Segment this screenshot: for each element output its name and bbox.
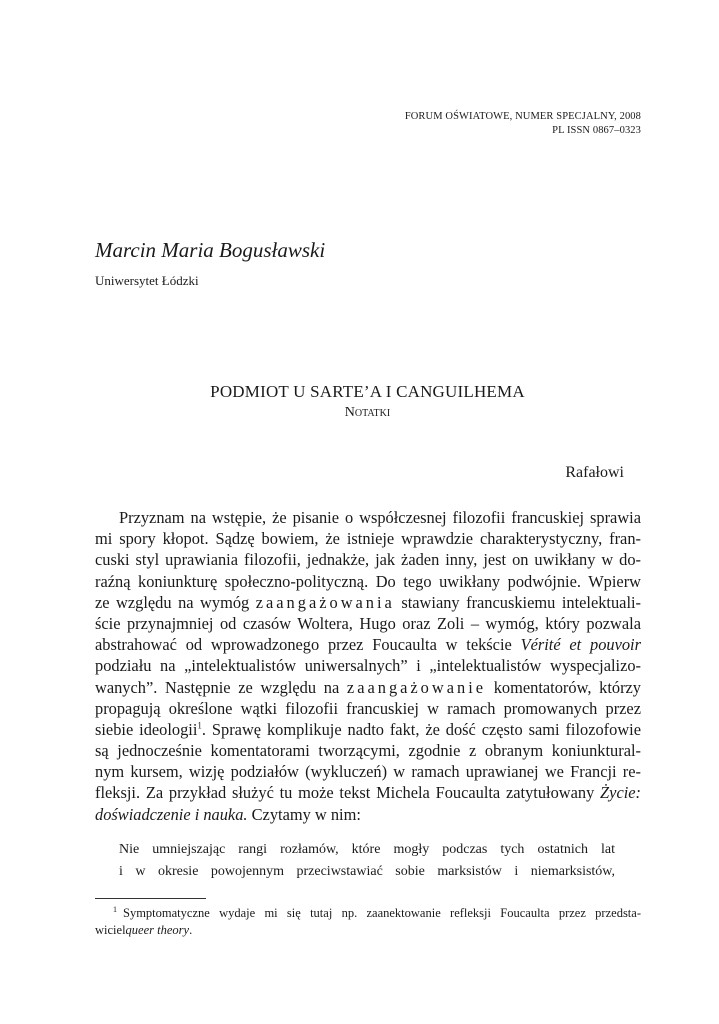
footnote-line: $^1$ Symptomatyczne wydaje mi się tutaj np. zaanektowanie refleksji Foucaulta przez przedsta- <box>113 904 641 920</box>
journal-header <box>405 110 641 138</box>
author-name: Marcin Maria Bogusławski <box>95 238 326 262</box>
italic-title: Vérité et pouvoir <box>520 635 641 655</box>
spaced-emphasis: zaangażowania <box>255 592 395 612</box>
body-line: mi spory kłopot. Sądzę bowiem, że istnieje wprawdzie charakterystyczny, fran- <box>95 529 641 549</box>
article-subtitle: Notatki <box>344 405 391 420</box>
body-line: siebie ideologii$^1$. Sprawę komplikuje nadto fakt, że dość często sami filozofowie <box>95 719 641 739</box>
spaced-emphasis: zaangażowanie <box>346 677 487 697</box>
body-line: są jednocześnie komentatorami tworzącymi, zgodnie z obranym koniunktural- <box>95 741 641 761</box>
body-line: wanych”. Następnie ze względu na zaangażowanie komentatorów, którzy <box>95 677 642 697</box>
body-line: fleksji. Za przykład służyć tu może tekst Michela Foucaulta zatytułowany Życie: <box>95 783 641 803</box>
body-line: cuski styl uprawiania filozofii, jednakże, jak żaden inny, jest on uwikłany w do- <box>95 550 641 570</box>
body-line: ze względu na wymóg zaangażowania stawiany francuskiemu intelektuali- <box>95 592 642 612</box>
footnote-number: 1 <box>113 904 117 914</box>
body-line: propagują określone wątki filozofii francuskiej w ramach promowanych przez <box>95 698 641 718</box>
body-line: abstrahować od wprowadzonego przez Foucaulta w tekście Vérité et pouvoir <box>95 635 641 655</box>
footnote-ref[interactable]: 1 <box>197 720 202 731</box>
dedication: Rafałowi <box>565 464 624 481</box>
body-line: nym kursem, wizję podziałów (wykluczeń) w ramach uprawianej we Francji re- <box>95 762 641 782</box>
body-line: doświadczenie i nauka. Czytamy w nim: <box>95 804 361 824</box>
footnote-line: wicielqueer theory. <box>95 923 193 937</box>
body-line: ście przynajmniej od czasów Woltera, Hugo oraz Zoli – wymóg, który pozwala <box>95 613 641 633</box>
quote-line: i w okresie powojennym przeciwstawiać sobie marksistów i niemarksistów, <box>119 863 615 879</box>
article-title: PODMIOT U SARTE’A I CANGUILHEMA <box>210 382 525 401</box>
footnote <box>95 905 641 939</box>
body-text <box>95 507 641 825</box>
italic-term: queer theory <box>125 923 190 937</box>
body-line: raźną koniunkturę społeczno-polityczną. Do tego uwikłany podwójnie. Wpierw <box>95 571 641 591</box>
body-line: Przyznam na wstępie, że pisanie o współczesnej filozofii francuskiej sprawia <box>119 508 641 527</box>
quote-line: Nie umniejszając rangi rozłamów, które mogły podczas tych ostatnich lat <box>119 842 615 857</box>
italic-title: doświadczenie i nauka. <box>95 804 248 824</box>
journal-line: FORUM OŚWIATOWE, NUMER SPECJALNY, 2008 <box>404 111 641 122</box>
footnote-divider <box>95 898 206 899</box>
italic-title: Życie: <box>600 783 641 803</box>
body-line: podziału na „intelektualistów uniwersalnych” i „intelektualistów wyspecjalizo- <box>95 656 641 676</box>
block-quote <box>119 839 615 882</box>
author-affiliation: Uniwersytet Łódzki <box>95 273 199 288</box>
issn-line: PL ISSN 0867–0323 <box>552 125 641 136</box>
